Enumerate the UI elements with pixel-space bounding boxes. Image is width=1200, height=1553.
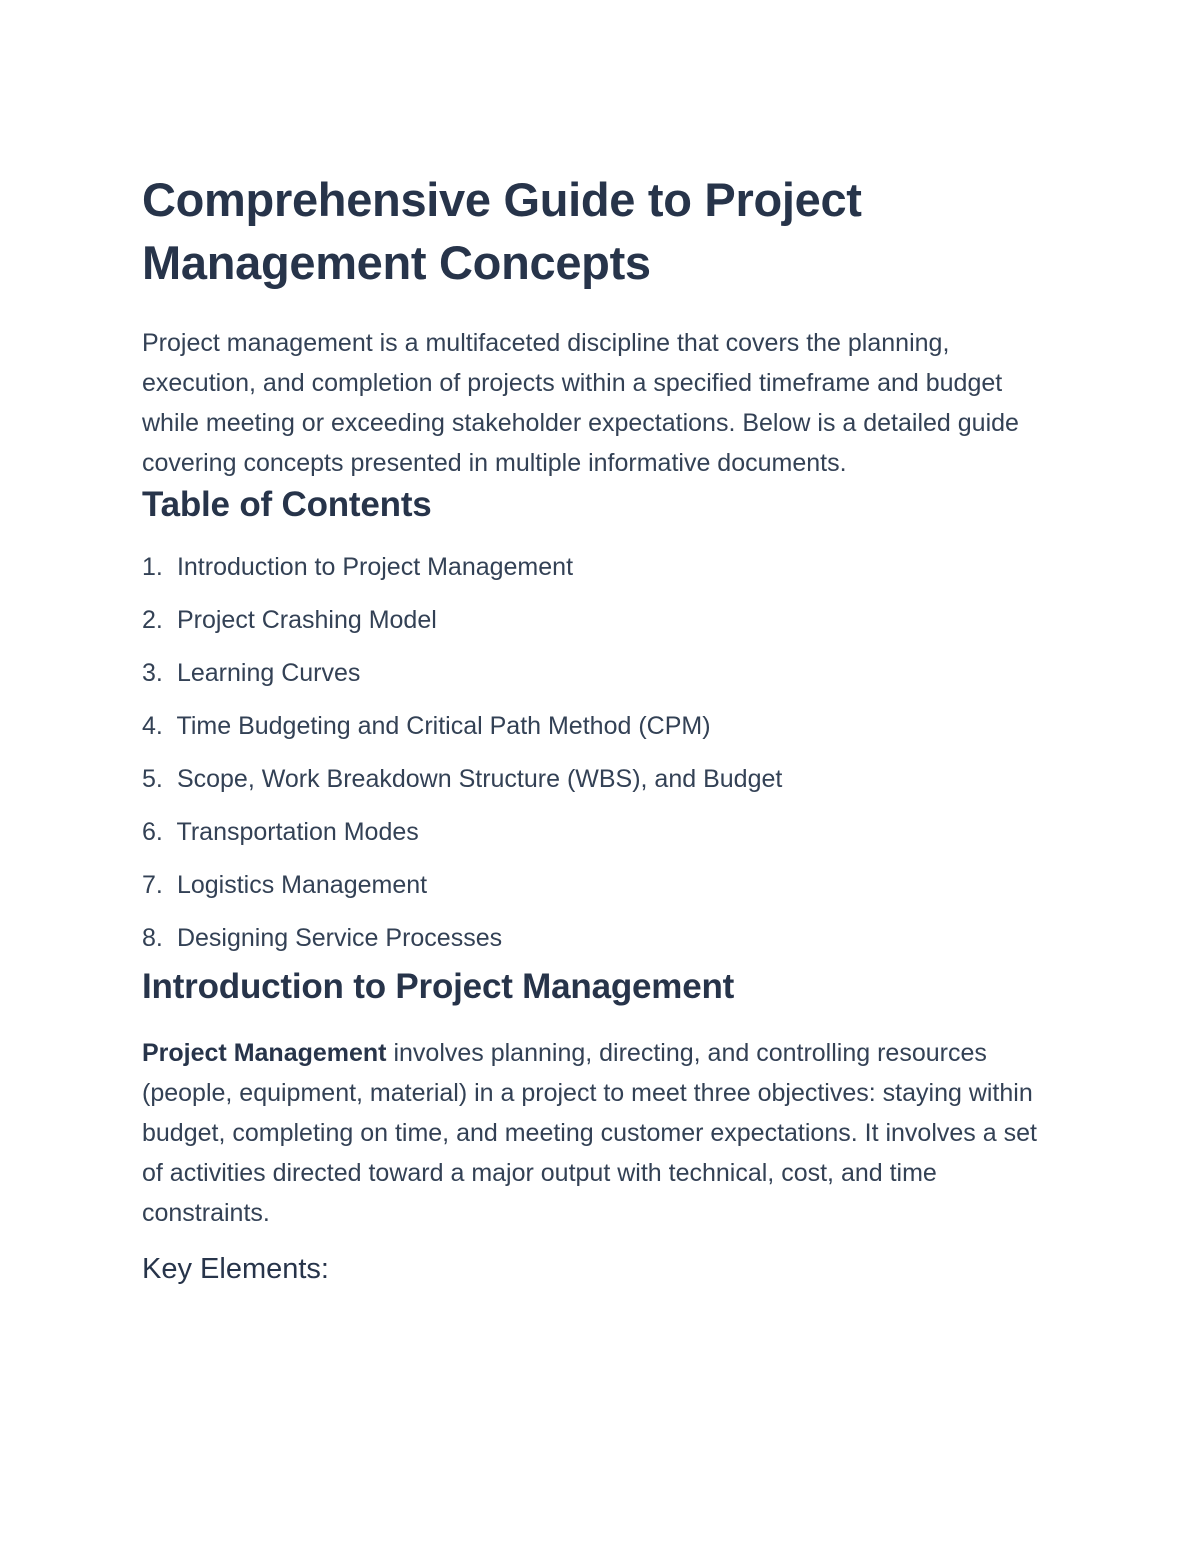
toc-item-number: 1. bbox=[142, 553, 163, 581]
toc-item-number: 4. bbox=[142, 712, 163, 740]
toc-item-label: Introduction to Project Management bbox=[176, 553, 574, 581]
toc-item-label: Project Crashing Model bbox=[176, 606, 437, 634]
toc-item-number: 6. bbox=[142, 818, 163, 846]
key-elements-heading: Key Elements: bbox=[142, 1253, 329, 1285]
toc-item[interactable] bbox=[142, 806, 1062, 859]
toc-item[interactable] bbox=[142, 912, 1062, 965]
toc-item-label: Learning Curves bbox=[176, 659, 361, 687]
title-line-1: Comprehensive Guide to Project bbox=[142, 173, 862, 226]
toc-item-number: 2. bbox=[142, 606, 163, 634]
toc-item-label: Designing Service Processes bbox=[176, 924, 503, 952]
toc-item-label: Scope, Work Breakdown Structure (WBS), and Budget bbox=[176, 765, 783, 793]
toc-heading: Table of Contents bbox=[142, 485, 432, 524]
toc-item-label: Transportation Modes bbox=[176, 818, 419, 846]
intro-paragraph: Project management is a multifaceted discipline that covers the planning, execution, and completion of projects within a specified timeframe and budget while meeting or exceeding stakeholder expectations. Below is a detailed guide covering concepts presented in multiple informative documents. bbox=[142, 329, 1019, 477]
toc-item[interactable] bbox=[142, 753, 1062, 806]
title-line-2: Management Concepts bbox=[142, 236, 651, 289]
toc-item-number: 7. bbox=[142, 871, 163, 899]
toc-item-number: 5. bbox=[142, 765, 163, 793]
toc-item[interactable] bbox=[142, 859, 1062, 912]
toc-item[interactable] bbox=[142, 647, 1062, 700]
section-heading-introduction: Introduction to Project Management bbox=[142, 967, 735, 1006]
toc-item[interactable] bbox=[142, 594, 1062, 647]
bold-term: Project Management bbox=[142, 1039, 387, 1067]
introduction-paragraph bbox=[142, 1033, 1062, 1233]
document-title bbox=[142, 168, 1062, 294]
toc-item-label: Time Budgeting and Critical Path Method (CPM) bbox=[176, 712, 711, 740]
table-of-contents bbox=[142, 541, 1062, 965]
toc-item-number: 3. bbox=[142, 659, 163, 687]
toc-item[interactable] bbox=[142, 700, 1062, 753]
toc-item-label: Logistics Management bbox=[176, 871, 428, 899]
document-page bbox=[142, 168, 1062, 1289]
introduction-body-text: involves planning, directing, and controlling resources (people, equipment, material) in a project to meet three objectives: staying within budget, completing on time, and meeting customer expectations. It involves a set of activities directed toward a major output with technical, cost, and time constraints. bbox=[142, 1039, 1037, 1227]
toc-item-number: 8. bbox=[142, 924, 163, 952]
toc-item[interactable] bbox=[142, 541, 1062, 594]
